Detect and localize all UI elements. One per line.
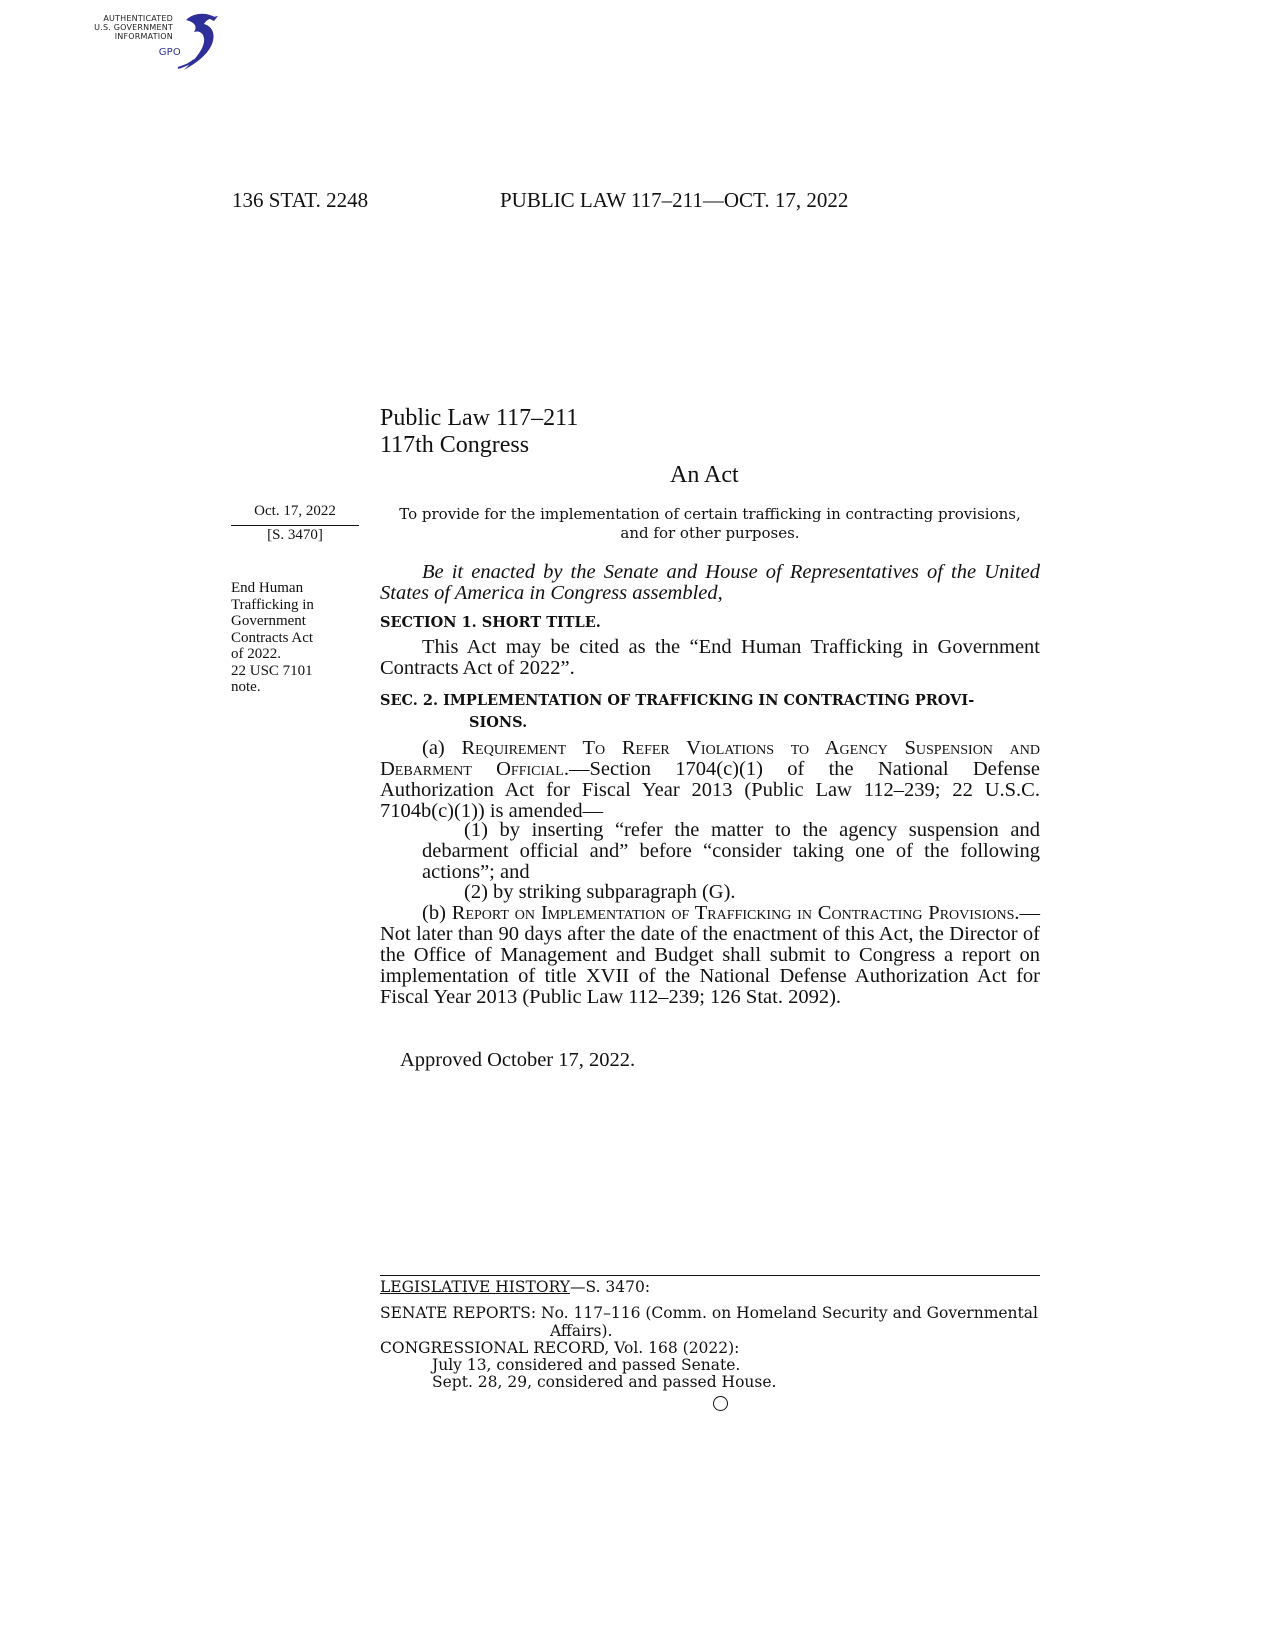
running-head-title: PUBLIC LAW 117–211—OCT. 17, 2022 — [500, 188, 849, 212]
subsection-a-text: .—Section 1704(c)(1) of the National Defense Authorization Act for Fiscal Year 2013 (Public Law 112–239; 22 U.S.C. 7104b(c)(1)) is amended— — [380, 758, 1041, 822]
purpose-line-1: To provide for the implementation of certain trafficking in contracting provisions, — [399, 505, 1021, 523]
margin-date: Oct. 17, 2022 — [254, 503, 336, 519]
approval-date: Approved October 17, 2022. — [400, 1049, 636, 1071]
purpose-line-2: and for other purposes. — [620, 524, 800, 542]
seal-text-information: INFORMATION — [114, 32, 173, 41]
end-mark-icon — [713, 1396, 728, 1411]
congressional-record: CONGRESSIONAL RECORD, Vol. 168 (2022): — [380, 1339, 740, 1357]
margin-divider — [231, 525, 359, 526]
subsection-b-label: (b) — [422, 902, 452, 924]
paragraph-a2: (2) by striking subparagraph (G). — [464, 881, 736, 903]
subsection-a — [380, 738, 1040, 822]
seal-text-government: U.S. GOVERNMENT — [94, 23, 173, 32]
margin-note — [231, 580, 361, 696]
section-2-heading — [380, 690, 1040, 734]
margin-note-line: of 2022. — [231, 646, 281, 662]
margin-note-line: Trafficking in — [231, 596, 314, 613]
margin-note-line: Contracts Act — [231, 629, 314, 646]
seal-text-gpo: GPO — [158, 47, 181, 58]
senate-reports: SENATE REPORTS: No. 117–116 (Comm. on Homeland Security and Governmental — [380, 1304, 1038, 1322]
subsection-b-caption: Report on Implementation of Trafficking in Contracting Provisions — [451, 902, 1015, 924]
seal-text-authenticated: AUTHENTICATED — [103, 14, 173, 23]
subsection-b — [380, 903, 1040, 1008]
running-head-page: 136 STAT. 2248 — [232, 188, 369, 212]
law-number: Public Law 117–211 — [380, 405, 579, 431]
record-entry: July 13, considered and passed Senate. — [432, 1356, 741, 1374]
congress: 117th Congress — [380, 432, 530, 458]
section-1-text: This Act may be cited as the “End Human Trafficking in Government Contracts Act of 2022”. — [380, 636, 1040, 679]
paragraph-a1: (1) by inserting “refer the matter to the agency suspension and debarment official and” before “consider taking one of the following actions”; and — [422, 819, 1040, 883]
legislative-history-title: LEGISLATIVE HISTORY — [380, 1278, 570, 1296]
margin-note-line: 22 USC 7101 — [231, 662, 313, 679]
legislative-history-heading — [380, 1278, 650, 1296]
subsection-a-caption: Requirement To Refer Violations to Agency Suspension and Debarment Official — [380, 737, 1040, 780]
subsection-b-text: .—Not later than 90 days after the date of the enactment of this Act, the Director of the Office of Management and Budget shall submit to Congress a report on implementation of title XVII of the National Defense Authorization Act for Fiscal Year 2013 (Public Law 112–239; 126 Stat. 2092). — [380, 902, 1041, 1008]
enacting-clause: Be it enacted by the Senate and House of Representatives of the United States of America in Congress assembled, — [380, 561, 1040, 604]
senate-reports-continued: Affairs). — [550, 1322, 613, 1340]
record-entry: Sept. 28, 29, considered and passed House. — [432, 1373, 777, 1391]
margin-note-line: note. — [231, 679, 261, 695]
margin-bill-number: [S. 3470] — [267, 527, 323, 543]
section-2-heading-line-1: SEC. 2. IMPLEMENTATION OF TRAFFICKING IN CONTRACTING PROVI- — [380, 692, 975, 709]
legislative-history-divider — [380, 1275, 1040, 1276]
margin-note-line: End Human — [231, 580, 304, 596]
margin-note-line: Government — [231, 613, 306, 629]
section-1-heading: SECTION 1. SHORT TITLE. — [380, 614, 601, 631]
purpose-statement — [380, 505, 1040, 543]
section-2-heading-line-2: SIONS. — [469, 714, 528, 731]
act-label: An Act — [670, 462, 739, 488]
eagle-icon — [164, 10, 230, 76]
legislative-history-bill: —S. 3470: — [570, 1278, 651, 1296]
gpo-authentication-seal — [96, 10, 231, 76]
subsection-a-label: (a) — [422, 737, 462, 759]
